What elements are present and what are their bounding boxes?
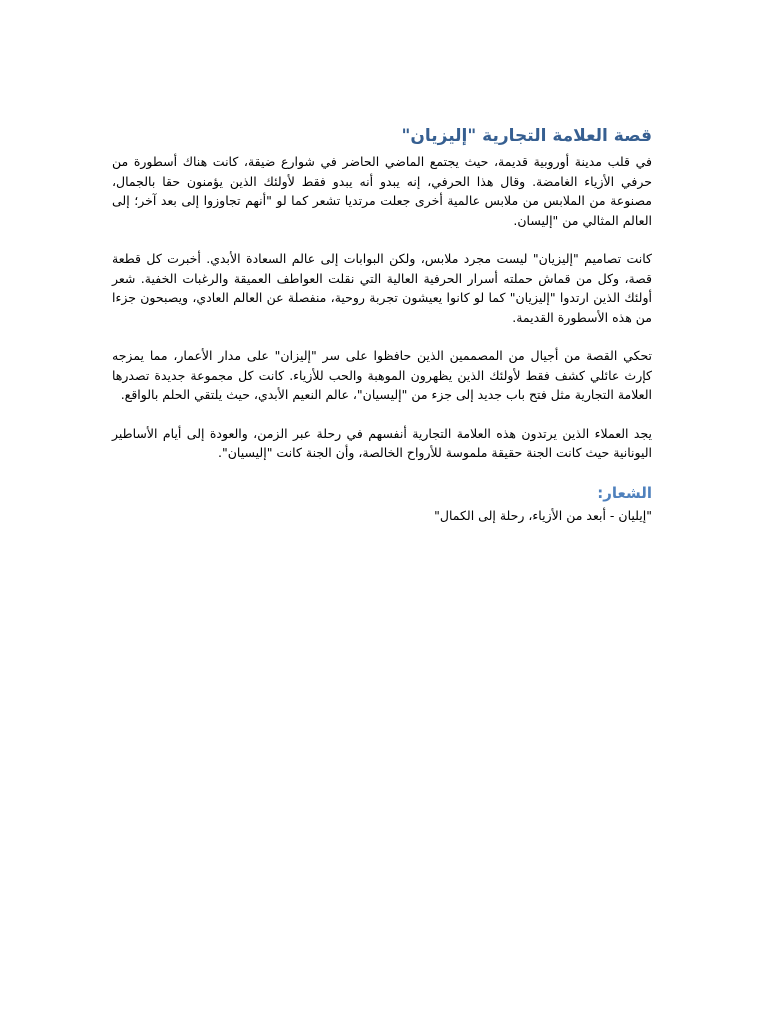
paragraph-4: يجد العملاء الذين يرتدون هذه العلامة التجارية أنفسهم في رحلة عبر الزمن، والعودة إلى أيام الأساطير اليونانية حيث كانت الجنة حقيقة ملموسة للأرواح الخالصة، وأن الجنة كانت "إليسيان". <box>112 425 652 460</box>
paragraph-3: تحكي القصة من أجيال من المصممين الذين حافظوا على سر "إليزان" على مدار الأعمار، مما يمزجه كإرث عائلي كشف فقط لأولئك الذين يظهرون الموهبة والحب للأزياء. كانت كل مجموعة جديدة تصدرها العلامة التجارية مثل فتح باب جديد إلى جزء من "إليسيان"، عالم النعيم الأبدي، حيث يلتقي الحلم بالواقع. <box>112 348 652 402</box>
document-page <box>112 124 652 525</box>
slogan-heading: الشعار: <box>597 483 652 502</box>
document-title: قصة العلامة التجارية "إليزيان" <box>401 126 652 146</box>
paragraph-2: كانت تصاميم "إليزيان" ليست مجرد ملابس، ولكن البوابات إلى عالم السعادة الأبدي. أخبرت كل قطعة قصة، وكل من قماش حملته أسرار الحرفية العالية التي نقلت العواطف العميقة والرغبات الخفية. شعر أولئك الذين ارتدوا "إليزيان" كما لو كانوا يعيشون تجربة روحية، منفصلة عن العالم العادي، ويصبحون جزءا من هذه الأسطورة القديمة. <box>112 251 652 325</box>
paragraph-1: في قلب مدينة أوروبية قديمة، حيث يجتمع الماضي الحاضر في شوارع ضيقة، كانت هناك أسطورة من حرفي الأزياء الغامضة. وقال هذا الحرفي، إنه يبدو أنه يبدو فقط لأولئك الذين يؤمنون حقا بالجمال، مصنوعة من الملابس من ملابس عالمية أخرى جعلت مرتديا تشعر كما لو "أنهم تجاوزوا إلى بعد آخر؛ إلى العالم المثالي من "إليسان. <box>112 154 652 228</box>
slogan-text: "إيليان - أبعد من الأزياء، رحلة إلى الكمال" <box>434 507 652 523</box>
